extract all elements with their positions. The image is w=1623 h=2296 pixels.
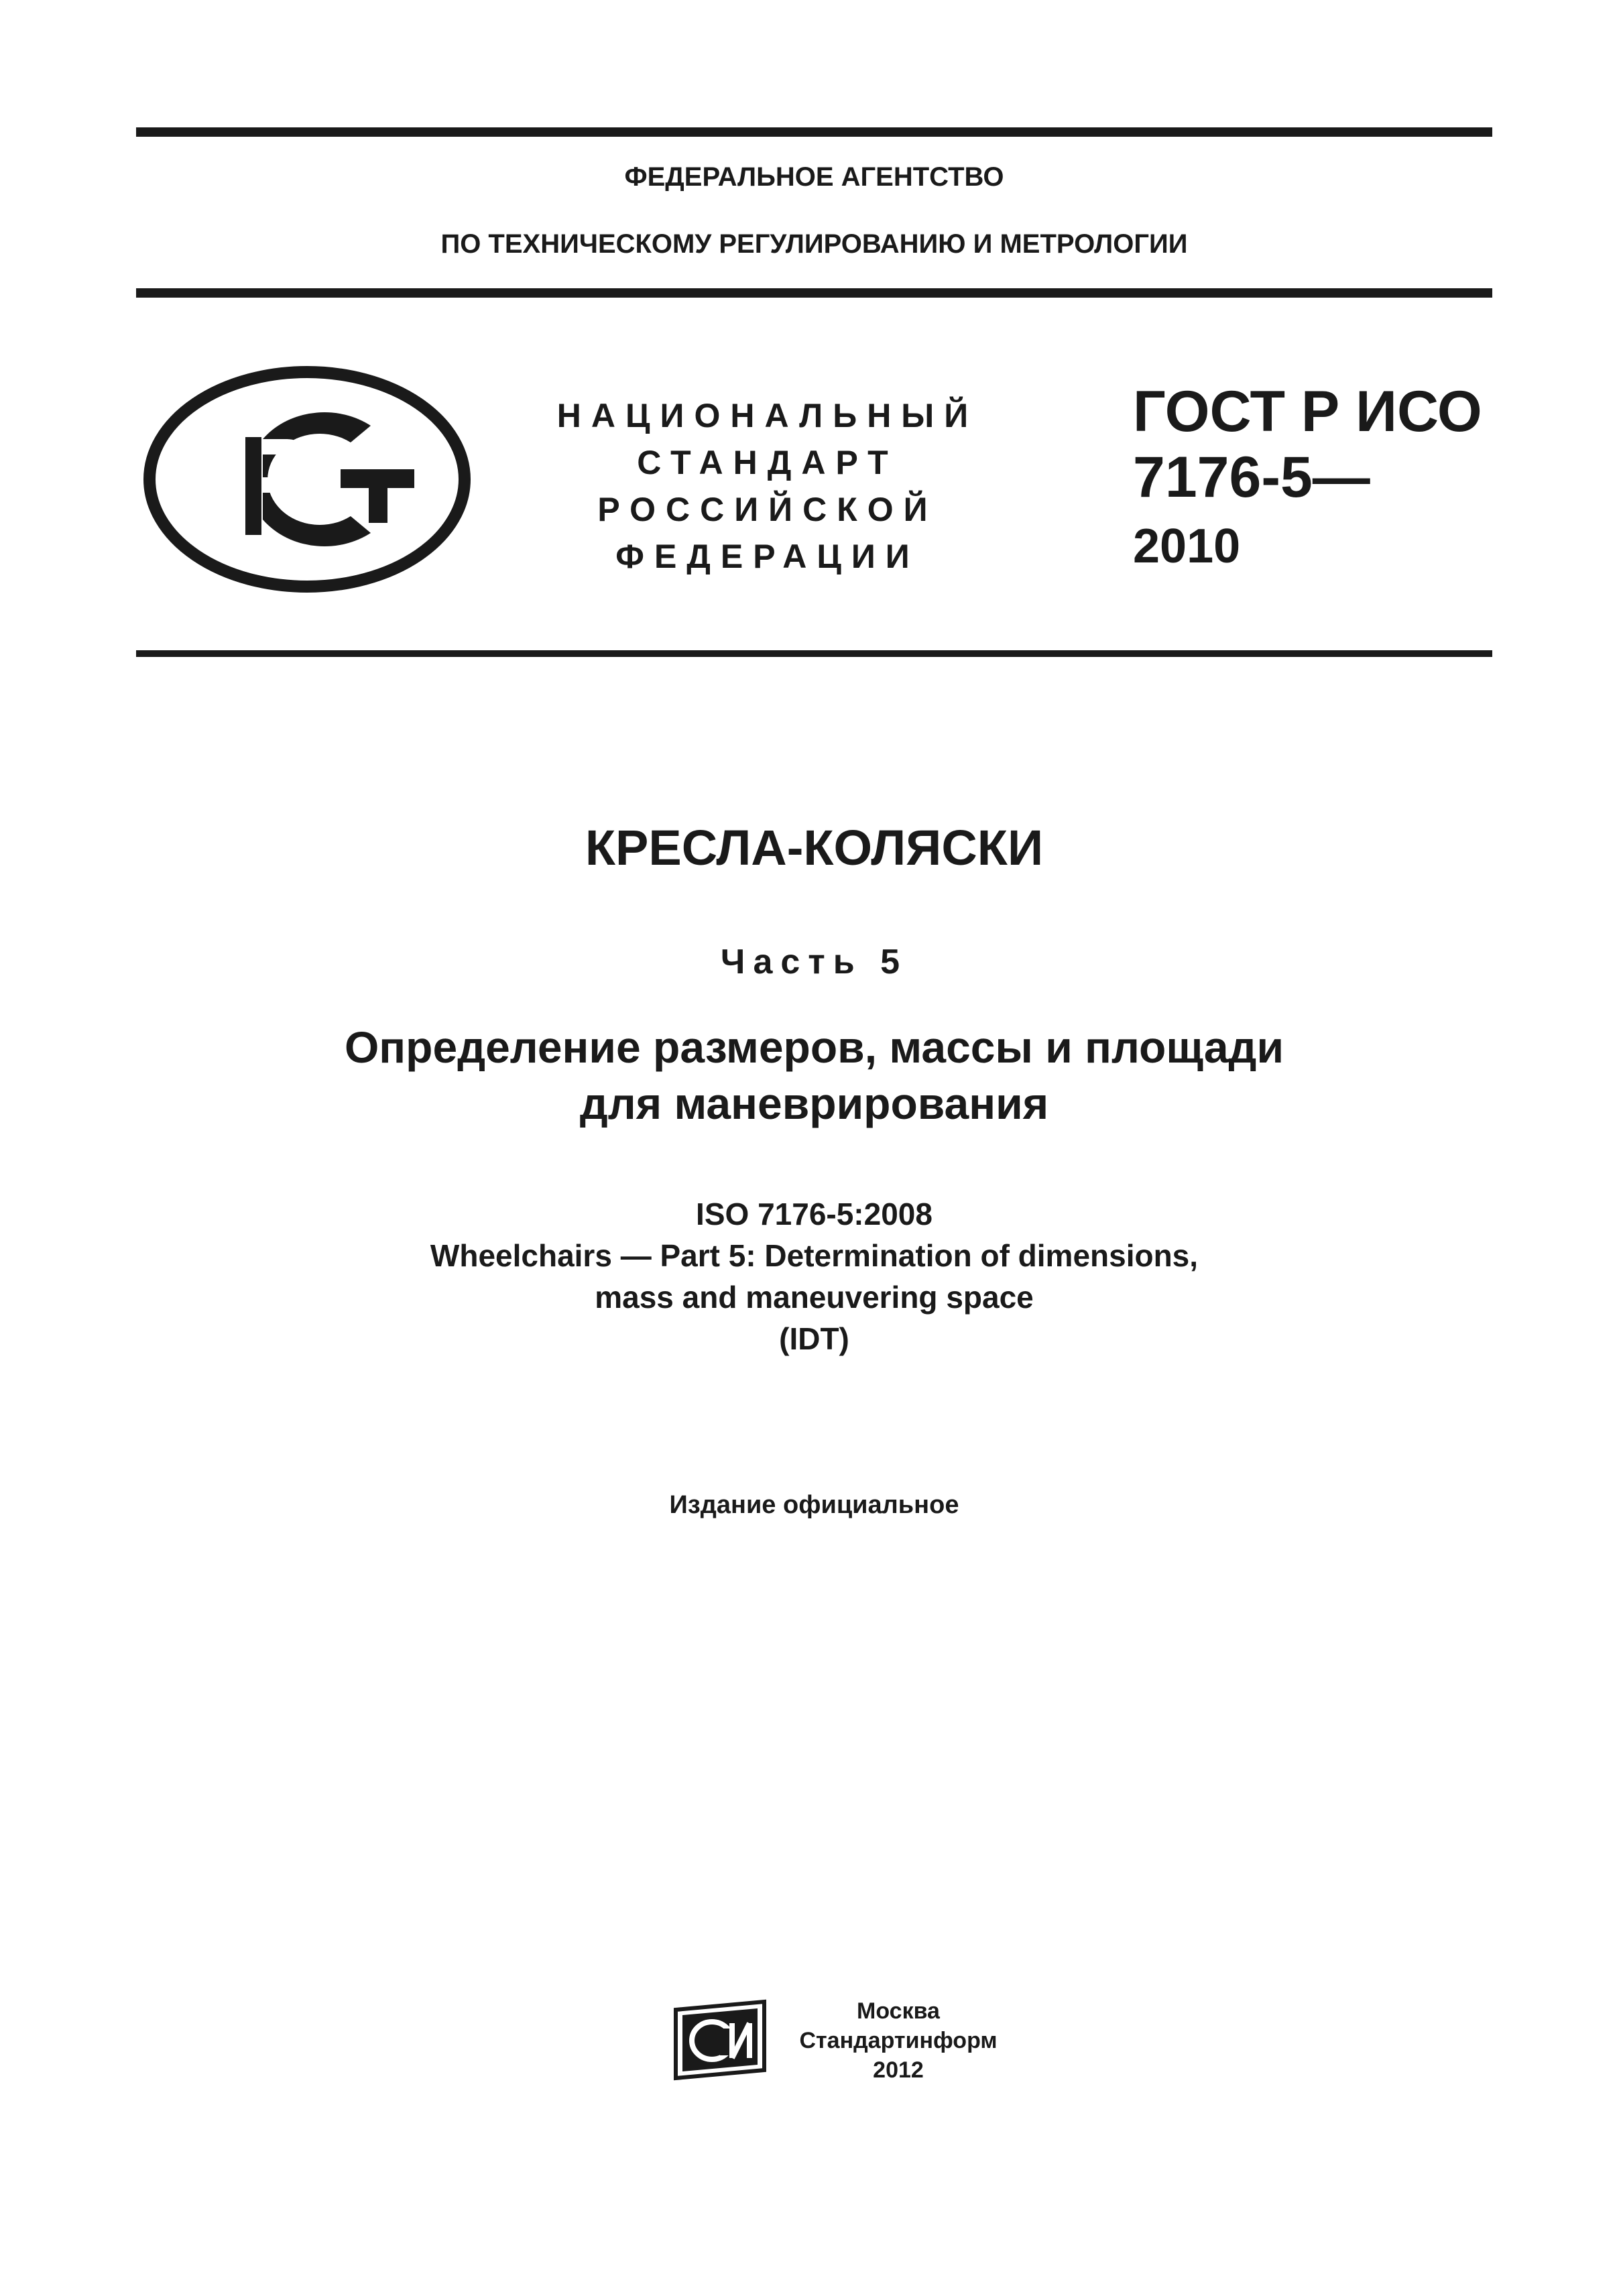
national-line-4: ФЕДЕРАЦИИ	[615, 538, 920, 575]
standartinform-logo-icon	[670, 1996, 771, 2083]
publisher-name: Стандартинформ	[799, 2028, 998, 2053]
publisher-year: 2012	[873, 2057, 924, 2083]
national-line-1: НАЦИОНАЛЬНЫЙ	[556, 397, 979, 434]
standard-year: 2010	[1133, 520, 1241, 573]
subtitle-line-2: для маневрирования	[579, 1079, 1049, 1128]
iso-equivalence: (IDT)	[779, 1321, 849, 1356]
national-line-3: РОССИЙСКОЙ	[597, 491, 938, 528]
document-subtitle	[136, 1019, 1492, 1132]
edition-label: Издание официальное	[669, 1491, 959, 1519]
rst-logo-icon	[139, 362, 475, 597]
document-title: КРЕСЛА-КОЛЯСКИ	[585, 820, 1044, 875]
document-part: Часть 5	[720, 943, 908, 981]
iso-title-line-2: mass and maneuvering space	[595, 1280, 1034, 1315]
iso-reference	[136, 1193, 1492, 1360]
iso-code: ISO 7176-5:2008	[696, 1197, 933, 1231]
top-rule	[136, 127, 1492, 137]
agency-line-1: ФЕДЕРАЛЬНОЕ АГЕНТСТВО	[624, 162, 1004, 192]
header-bottom-rule	[136, 288, 1492, 298]
agency-line-2: ПО ТЕХНИЧЕСКОМУ РЕГУЛИРОВАНИЮ И МЕТРОЛОГИИ	[440, 229, 1188, 259]
standard-code-line-1: ГОСТ Р ИСО	[1133, 379, 1482, 444]
subtitle-line-1: Определение размеров, массы и площади	[344, 1022, 1284, 1072]
publisher-city: Москва	[857, 1998, 940, 2024]
national-standard-label	[550, 392, 985, 580]
national-line-2: СТАНДАРТ	[637, 444, 898, 481]
middle-rule	[136, 650, 1492, 657]
standard-code-line-2: 7176-5—	[1133, 445, 1370, 509]
iso-title-line-1: Wheelchairs — Part 5: Determination of dimensions,	[430, 1238, 1199, 1273]
publisher-info	[784, 1996, 1012, 2085]
standard-code	[1133, 379, 1482, 510]
